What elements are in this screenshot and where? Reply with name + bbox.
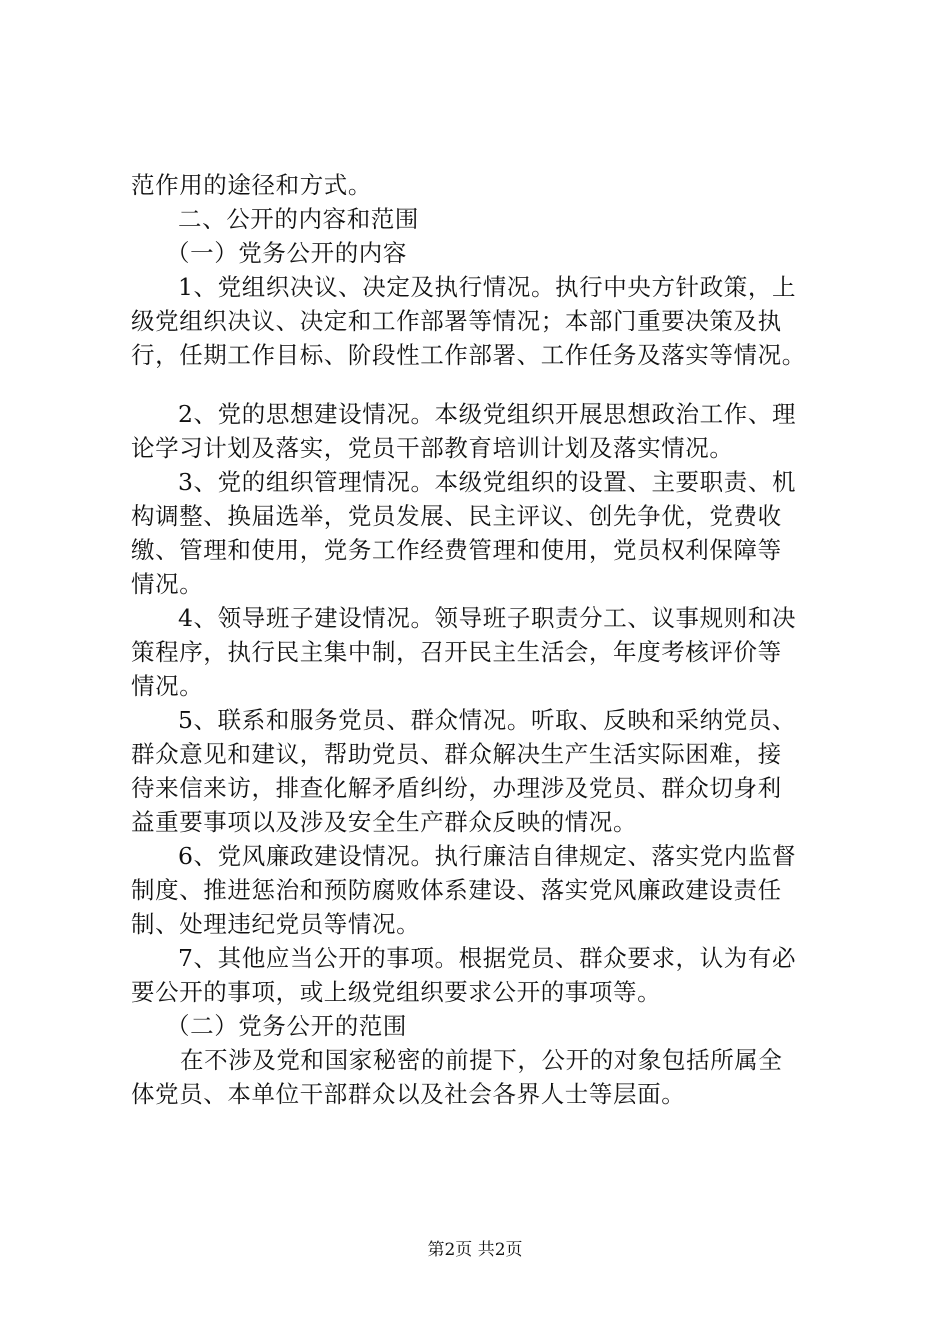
text-line: 情况。 bbox=[131, 570, 204, 598]
text-line: 在不涉及党和国家秘密的前提下，公开的对象包括所属全 bbox=[180, 1046, 783, 1074]
section-heading: 二、公开的内容和范围 bbox=[178, 205, 419, 233]
text-line: 1、党组织决议、决定及执行情况。执行中央方针政策，上 bbox=[178, 273, 797, 301]
text-line: 待来信来访，排查化解矛盾纠纷，办理涉及党员、群众切身利 bbox=[131, 774, 782, 802]
text-line: 情况。 bbox=[131, 672, 204, 700]
text-line: 论学习计划及落实，党员干部教育培训计划及落实情况。 bbox=[131, 434, 734, 462]
text-line: 2、党的思想建设情况。本级党组织开展思想政治工作、理 bbox=[178, 400, 797, 428]
text-line: 范作用的途径和方式。 bbox=[131, 171, 372, 199]
text-line: 益重要事项以及涉及安全生产群众反映的情况。 bbox=[131, 808, 638, 836]
page-footer: 第2页 共2页 bbox=[427, 1240, 523, 1260]
text-line: 行，任期工作目标、阶段性工作部署、工作任务及落实等情况。 bbox=[131, 341, 806, 369]
text-line: 要公开的事项，或上级党组织要求公开的事项等。 bbox=[131, 978, 662, 1006]
text-line: 级党组织决议、决定和工作部署等情况；本部门重要决策及执 bbox=[131, 307, 782, 335]
text-line: 策程序，执行民主集中制，召开民主生活会，年度考核评价等 bbox=[131, 638, 782, 666]
text-line: 制、处理违纪党员等情况。 bbox=[131, 910, 421, 938]
text-line: 制度、推进惩治和预防腐败体系建设、落实党风廉政建设责任 bbox=[131, 876, 782, 904]
text-line: 构调整、换届选举，党员发展、民主评议、创先争优，党费收 bbox=[131, 502, 782, 530]
text-line: 7、其他应当公开的事项。根据党员、群众要求，认为有必 bbox=[178, 944, 797, 972]
text-line: 体党员、本单位干部群众以及社会各界人士等层面。 bbox=[131, 1080, 686, 1108]
text-line: 6、党风廉政建设情况。执行廉洁自律规定、落实党内监督 bbox=[178, 842, 797, 870]
text-line: 缴、管理和使用，党务工作经费管理和使用，党员权利保障等 bbox=[131, 536, 782, 564]
text-line: 群众意见和建议，帮助党员、群众解决生产生活实际困难，接 bbox=[131, 740, 782, 768]
subsection-heading: （一）党务公开的内容 bbox=[166, 239, 407, 267]
subsection-heading: （二）党务公开的范围 bbox=[166, 1012, 407, 1040]
text-line: 4、领导班子建设情况。领导班子职责分工、议事规则和决 bbox=[178, 604, 797, 632]
text-line: 5、联系和服务党员、群众情况。听取、反映和采纳党员、 bbox=[178, 706, 797, 734]
text-line: 3、党的组织管理情况。本级党组织的设置、主要职责、机 bbox=[178, 468, 797, 496]
